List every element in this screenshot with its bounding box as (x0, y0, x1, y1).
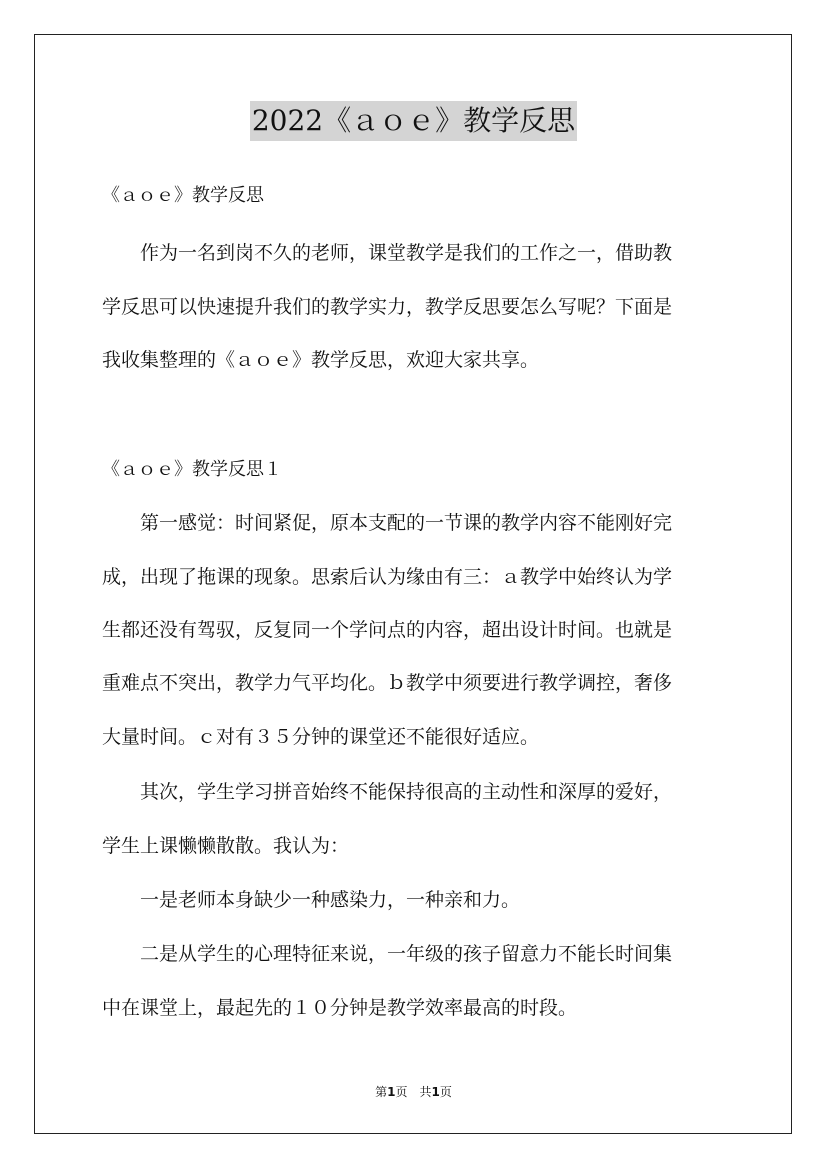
page-total: 1 (431, 1085, 440, 1099)
body-line: 大量时间。ｃ对有３５分钟的课堂还不能很好适应。 (102, 726, 540, 748)
footer-prefix: 第 (375, 1085, 388, 1099)
body-line: 成，出现了拖课的现象。思索后认为缘由有三：ａ教学中始终认为学 (102, 566, 673, 588)
body-line: 一是老师本身缺少一种感染力，一种亲和力。 (102, 889, 521, 911)
page-number: 1 (387, 1085, 396, 1099)
body-line: 学生上课懒懒散散。我认为： (102, 835, 350, 857)
intro-line: 学反思可以快速提升我们的教学实力，教学反思要怎么写呢？下面是 (102, 296, 673, 318)
body-line: 第一感觉：时间紧促，原本支配的一节课的教学内容不能刚好完 (102, 512, 673, 534)
document-title: 2022《ａｏｅ》教学反思 (250, 101, 577, 141)
body-line: 其次，学生学习拼音始终不能保持很高的主动性和深厚的爱好， (102, 781, 673, 803)
section-heading: 《ａｏｅ》教学反思１ (102, 459, 282, 480)
document-subtitle: 《ａｏｅ》教学反思 (102, 185, 264, 206)
body-line: 二是从学生的心理特征来说，一年级的孩子留意力不能长时间集 (102, 943, 673, 965)
footer-suffix: 页 (439, 1085, 452, 1099)
title-container (0, 101, 827, 141)
body-line: 生都还没有驾驭，反复同一个学问点的内容，超出设计时间。也就是 (102, 619, 673, 641)
intro-line: 作为一名到岗不久的老师，课堂教学是我们的工作之一，借助教 (102, 242, 673, 264)
page-footer (0, 1083, 827, 1100)
footer-mid: 页 共 (395, 1085, 432, 1099)
body-line: 重难点不突出，教学力气平均化。ｂ教学中须要进行教学调控，奢侈 (102, 672, 673, 694)
body-line: 中在课堂上，最起先的１０分钟是教学效率最高的时段。 (102, 997, 578, 1019)
intro-line: 我收集整理的《ａｏｅ》教学反思，欢迎大家共享。 (102, 349, 540, 371)
